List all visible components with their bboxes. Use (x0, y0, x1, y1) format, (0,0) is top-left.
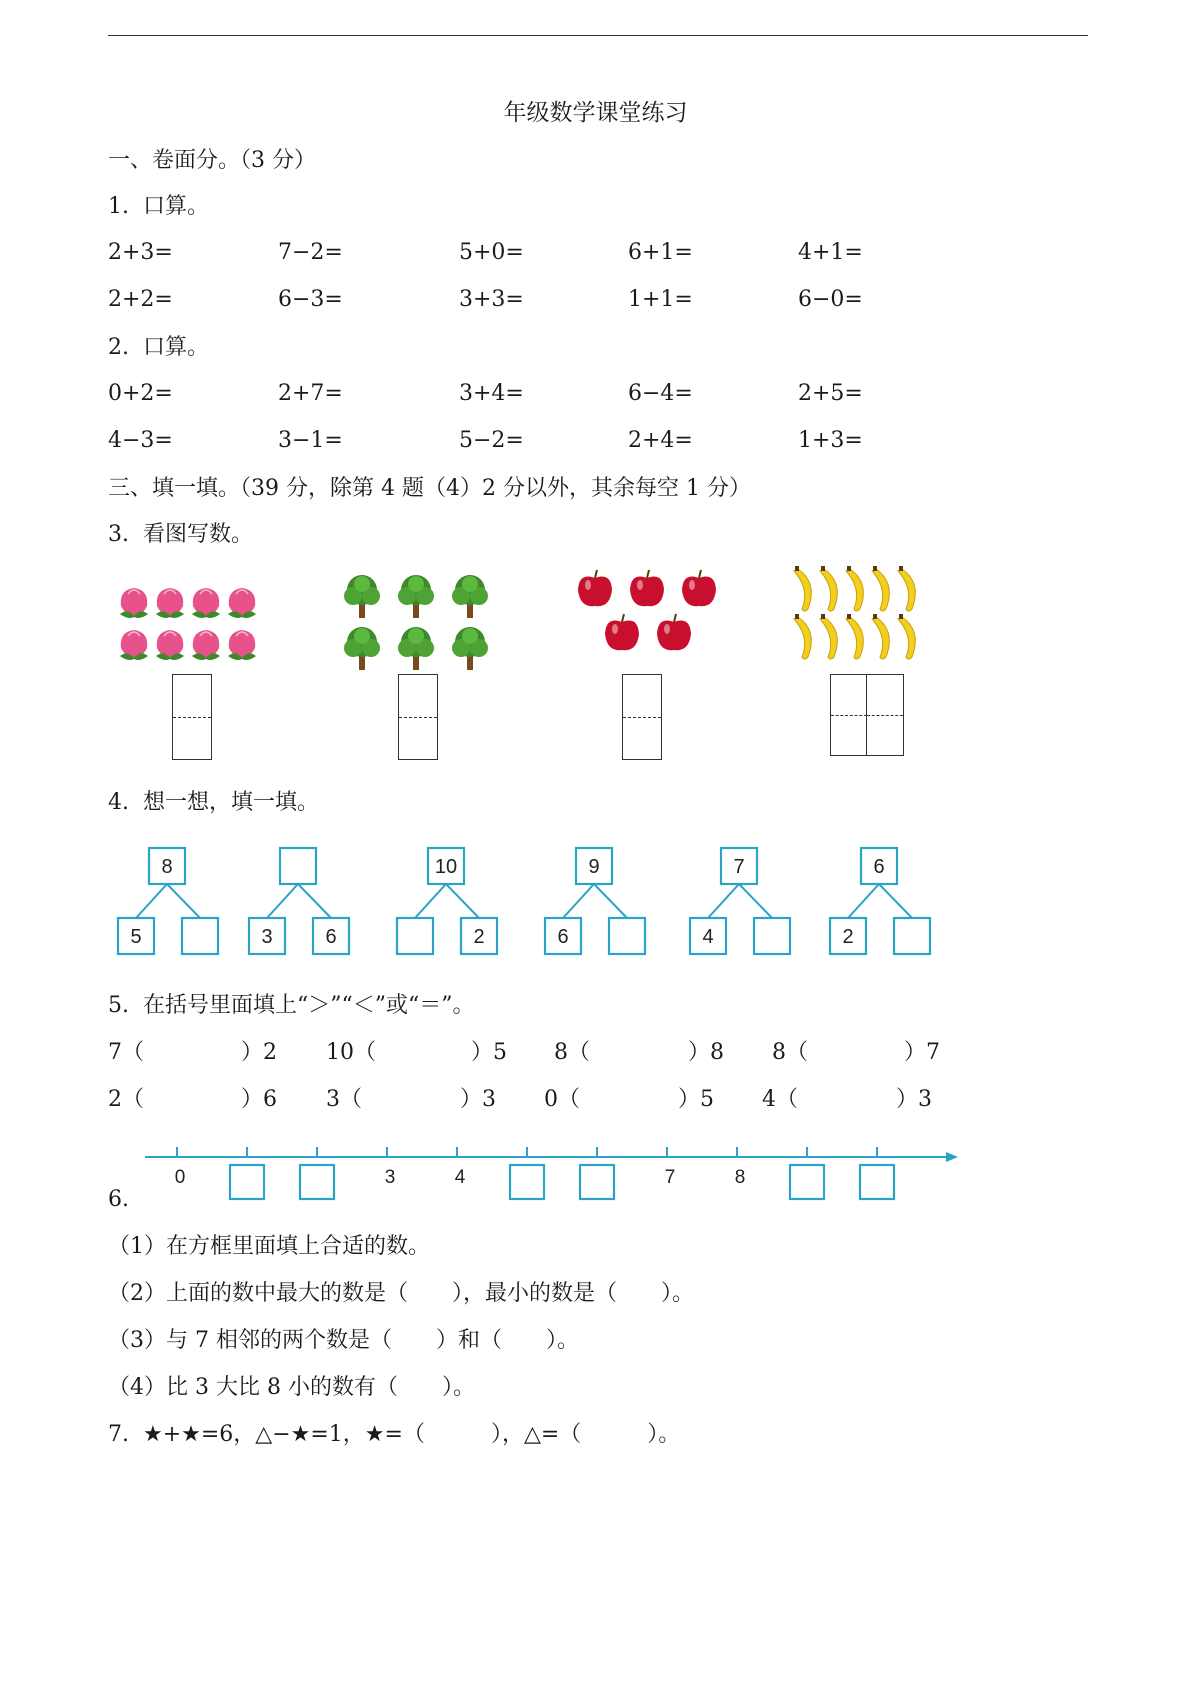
bond-right-box[interactable] (609, 918, 645, 954)
compare-left: 7（ (108, 1040, 144, 1065)
compare-right: ）6 (241, 1087, 277, 1112)
bond-left-box[interactable] (397, 918, 433, 954)
compare-left: 8（ (554, 1040, 590, 1065)
question-6-heading: 6. (108, 1187, 129, 1212)
q1-row-1 (108, 240, 1008, 266)
number-bond (830, 848, 930, 954)
q5-row-1 (108, 1040, 1008, 1066)
compare-right: ）2 (241, 1040, 277, 1065)
number-bond (249, 848, 349, 954)
bond-number: 7 (733, 856, 745, 878)
number-line-blank-box[interactable] (230, 1165, 264, 1199)
compare-left: 8（ (772, 1040, 808, 1065)
q6-item-3: （3）与 7 相邻的两个数是（ ）和（ ）。 (108, 1328, 579, 1353)
compare-right: ）3 (460, 1087, 496, 1112)
answer-box-trees[interactable] (398, 674, 438, 760)
number-line-blank-box[interactable] (580, 1165, 614, 1199)
number-line-arrow (946, 1152, 958, 1162)
bond-number: 5 (130, 926, 142, 948)
q5-row-2 (108, 1087, 1008, 1113)
number-line-label: 0 (174, 1167, 186, 1188)
bond-right-box[interactable] (754, 918, 790, 954)
number-line-label: 8 (734, 1167, 746, 1188)
number-line (0, 1132, 1191, 1212)
q2-row-1 (108, 381, 1008, 407)
number-line-blank-box[interactable] (860, 1165, 894, 1199)
compare-right: ）3 (896, 1087, 932, 1112)
apples-picture (572, 568, 722, 668)
bond-number: 9 (588, 856, 600, 878)
compare-right: ）8 (688, 1040, 724, 1065)
equation: 6+1= (628, 240, 693, 265)
answer-box-bananas-tens[interactable] (830, 674, 868, 756)
number-bond (690, 848, 790, 954)
equation: 2+4= (628, 428, 693, 453)
equation: 1+1= (628, 287, 693, 312)
bond-top-box[interactable] (280, 848, 316, 884)
bond-right-box[interactable] (182, 918, 218, 954)
peaches-picture (112, 580, 272, 670)
number-line-label: 3 (384, 1167, 396, 1188)
compare-left: 2（ (108, 1087, 144, 1112)
equation: 3+3= (459, 287, 524, 312)
equation: 2+7= (278, 381, 343, 406)
equation: 1+3= (798, 428, 863, 453)
equation: 0+2= (108, 381, 173, 406)
bond-number: 6 (873, 856, 885, 878)
compare-left: 3（ (326, 1087, 362, 1112)
bananas-picture (790, 565, 940, 665)
compare-left: 10（ (326, 1040, 376, 1065)
number-line-blank-box[interactable] (300, 1165, 334, 1199)
answer-box-bananas-ones[interactable] (866, 674, 904, 756)
bond-number: 10 (434, 856, 458, 878)
answer-box-peaches[interactable] (172, 674, 212, 760)
compare-right: ）5 (471, 1040, 507, 1065)
number-line-blank-box[interactable] (790, 1165, 824, 1199)
q6-item-2: （2）上面的数中最大的数是（ ），最小的数是（ ）。 (108, 1281, 694, 1306)
bond-right-box[interactable] (894, 918, 930, 954)
bond-number: 6 (557, 926, 569, 948)
number-line-blank-box[interactable] (510, 1165, 544, 1199)
equation: 4+1= (798, 240, 863, 265)
compare-left: 4（ (762, 1087, 798, 1112)
compare-right: ）5 (678, 1087, 714, 1112)
equation: 3+4= (459, 381, 524, 406)
question-4-heading: 4. 想一想，填一填。 (108, 790, 319, 815)
header-rule (108, 35, 1088, 36)
q1-row-2 (108, 287, 1008, 313)
section-1-heading: 一、卷面分。（3 分） (108, 148, 316, 173)
equation: 5+0= (459, 240, 524, 265)
bond-number: 8 (161, 856, 173, 878)
bond-number: 2 (473, 926, 485, 948)
answer-box-apples[interactable] (622, 674, 662, 760)
equation: 6−3= (278, 287, 343, 312)
equation: 7−2= (278, 240, 343, 265)
number-bond (397, 848, 497, 954)
number-line-label: 4 (454, 1167, 466, 1188)
equation: 4−3= (108, 428, 173, 453)
question-7-heading: 7. ★+★=6，△−★=1，★=（ ），△=（ ）。 (108, 1422, 681, 1447)
question-1-heading: 1. 口算。 (108, 194, 209, 219)
question-5-heading: 5. 在括号里面填上“＞”“＜”或“＝”。 (108, 993, 475, 1018)
bond-number: 2 (842, 926, 854, 948)
question-2-heading: 2. 口算。 (108, 335, 209, 360)
page-title: 年级数学课堂练习 (503, 100, 688, 126)
bond-number: 3 (261, 926, 273, 948)
q6-item-1: （1）在方框里面填上合适的数。 (108, 1234, 430, 1259)
number-bond (545, 848, 645, 954)
question-3-heading: 3. 看图写数。 (108, 522, 253, 547)
compare-left: 0（ (544, 1087, 580, 1112)
q2-row-2 (108, 428, 1008, 454)
section-3-heading: 三、填一填。（39 分，除第 4 题（4）2 分以外，其余每空 1 分） (108, 476, 751, 501)
equation: 2+2= (108, 287, 173, 312)
bond-number: 4 (702, 926, 714, 948)
equation: 2+3= (108, 240, 173, 265)
number-bond (118, 848, 218, 954)
bond-number: 6 (325, 926, 337, 948)
compare-right: ）7 (904, 1040, 940, 1065)
equation: 6−4= (628, 381, 693, 406)
equation: 2+5= (798, 381, 863, 406)
q6-item-4: （4）比 3 大比 8 小的数有（ ）。 (108, 1375, 475, 1400)
number-bonds-diagram (0, 840, 1191, 960)
number-line-label: 7 (664, 1167, 676, 1188)
trees-picture (338, 568, 508, 673)
equation: 3−1= (278, 428, 343, 453)
equation: 5−2= (459, 428, 524, 453)
equation: 6−0= (798, 287, 863, 312)
